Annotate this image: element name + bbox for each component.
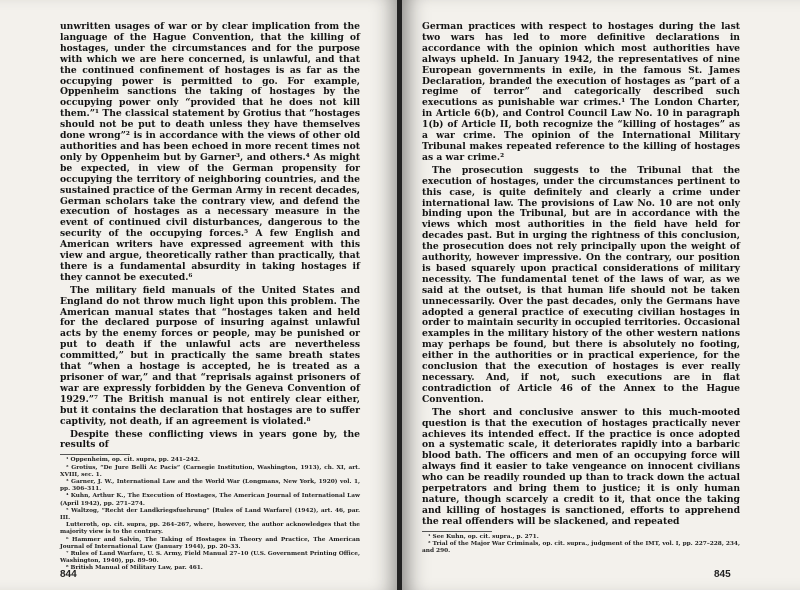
footnote: ² Trial of the Major War Criminals, op. cit. supra., judgment of the IMT, vol. I, pp. 227–228, 234, and 290.: [422, 540, 740, 555]
footnote-rule: [422, 531, 492, 532]
footnote: ¹ Oppenheim, op. cit. supra, pp. 241–242.: [66, 457, 200, 464]
right-text-column: [422, 22, 740, 555]
page-number-right: 845: [714, 569, 731, 580]
footnote: ⁵ Waltzog, “Recht der Landkriegsfuehrung” [Rules of Land Warfare] (1942), art. 46, par. III.: [60, 507, 360, 521]
footnote-rule: [60, 454, 130, 455]
left-page: [0, 0, 398, 590]
left-paragraph-3: Despite these conflicting views in years gone by, the results of: [60, 428, 360, 451]
right-paragraph-2: The prosecution suggests to the Tribunal that the execution of hostages, under the circumstances pertinent to this case, is quite definitely and clearly a crime under international law. The provisions of Law No. 10 are not only binding upon the Tribunal, but are in accordance with the views which most authorities in the field have held for decades past. But in urging the rightness of this conclusion, the prosecution does not rely principally upon the weight of authority, however impressive. On the contrary, our position is based squarely upon practical considerations of military necessity. The fundamental tenet of the laws of war, as we said at the outset, is that human life should not be taken unnecessarily. Over the past decades, only the Germans have adopted a general practice of executing civilian hostages in order to maintain security in occupied territories. Occasional examples in the military history of the other western nations may perhaps be found, but there is absolutely no footing, either in the authorities or in practical experience, for the conclusion that the execution of hostages is ever really necessary. And, if not, such executions are in flat contradiction of Article 46 of the Annex to the Hague Convention.: [422, 164, 740, 405]
footnote: ⁴ Kuhn, Arthur K., The Execution of Hostages, The American Journal of International Law (April 1942), pp. 271–274.: [60, 493, 360, 507]
left-paragraph-1: unwritten usages of war or by clear implication from the language of the Hague Convention, that the killing of hostages, under the circumstances and for the purpose with which we are here concerned, is unlawful, and that the continued confinement of hostages is as far as the occupying power is permitted to go. For example, Oppenheim sanctions the taking of hostages by the occupying power only “provided that he does not kill them.”¹ The classical statement by Grotius that “hostages should not be put to death unless they have themselves done wrong”² is in accordance with the views of other old authorities and has been echoed in more recent times not only by Oppenheim but by Garner³, and others.⁴ As might be expected, in view of the German propensity for occupying the territory of neighboring countries, and the sustained practice of the German Army in recent decades, German scholars take the contrary view, and defend the execution of hostages as a necessary measure in the event of continued civil disturbances, dangerous to the security of the occupying forces.⁵ A few English and American writers have expressed agreement with this view and argue, theoretically rather than practically, that there is a fundamental absurdity in taking hostages if they cannot be executed.⁶: [60, 21, 360, 283]
footnote: ⁷ Rules of Land Warfare, U. S. Army, Field Manual 27–10 (U.S. Government Printing Office, Washington, 1940), pp. 89–90.: [60, 550, 360, 565]
right-footnotes: [422, 534, 740, 556]
right-page: [402, 0, 800, 590]
footnote: ⁸ British Manual of Military Law, par. 461.: [66, 565, 203, 572]
footnote: ² Grotius, “De Jure Belli Ac Pacis” (Carnegie Institution, Washington, 1913), ch. XI, art. XVIII, sec. 1.: [60, 464, 360, 478]
right-paragraph-3: The short and conclusive answer to this much-mooted question is that the execution of hostages practically never achieves its intended effect. If the practice is once adopted on a systematic scale, it deteriorates rapidly into a barbaric blood bath. The officers and men of an occupying force will always find it easier to take vengeance on innocent civilians who can be readily rounded up than to track down the actual perpetrators and bring them to justice; it is only human nature, though scarcely a credit to it, that once the taking and killing of hostages is sanctioned, efforts to apprehend the real offenders will be slackened, and repeated: [422, 406, 740, 527]
footnote: Lutteroth, op. cit. supra, pp. 264–267, where, however, the author acknowledges that the majority view is to the contrary.: [60, 522, 360, 536]
page-number-left: 844: [60, 569, 77, 580]
right-paragraph-1: German practices with respect to hostages during the last two wars has led to more definitive declarations in accordance with the opinion which most authorities have always upheld. In January 1942, the representatives of nine European governments in exile, in the famous St. James Declaration, branded the execution of hostages as “part of a regime of terror” and categorically described such executions as punishable war crimes.¹ The London Charter, in Article 6(b), and Control Council Law No. 10 in paragraph 1(b) of Article II, both recognize the “killing of hostages” as a war crime. The opinion of the International Military Tribunal makes repeated reference to the killing of hostages as a war crime.²: [422, 21, 740, 163]
footnote: ¹ See Kuhn, op. cit. supra., p. 271.: [428, 533, 539, 540]
left-text-column: [60, 22, 360, 573]
footnote: ⁶ Hammer and Salvin, The Taking of Hostages in Theory and Practice, The American Journal of International Law (January 1944), pp. 20–33.: [60, 536, 360, 550]
footnote: ³ Garner, J. W., International Law and the World War (Longmans, New York, 1920) vol. 1, pp. 306–311.: [60, 478, 360, 493]
left-paragraph-2: The military field manuals of the United States and England do not throw much light upon this problem. The American manual states that “hostages taken and held for the declared purpose of insuring against unlawful acts by the enemy forces or people, may be punished or put to death if the unlawful acts are nevertheless committed,” but in practically the same breath states that “when a hostage is accepted, he is treated as a prisoner of war,” and that “reprisals against prisoners of war are expressly forbidden by the Geneva Convention of 1929.”⁷ The British manual is not entirely clear either, but it contains the declaration that hostages are to suffer captivity, not death, if an agreement is violated.⁸: [60, 284, 360, 427]
left-footnotes: [60, 457, 360, 572]
